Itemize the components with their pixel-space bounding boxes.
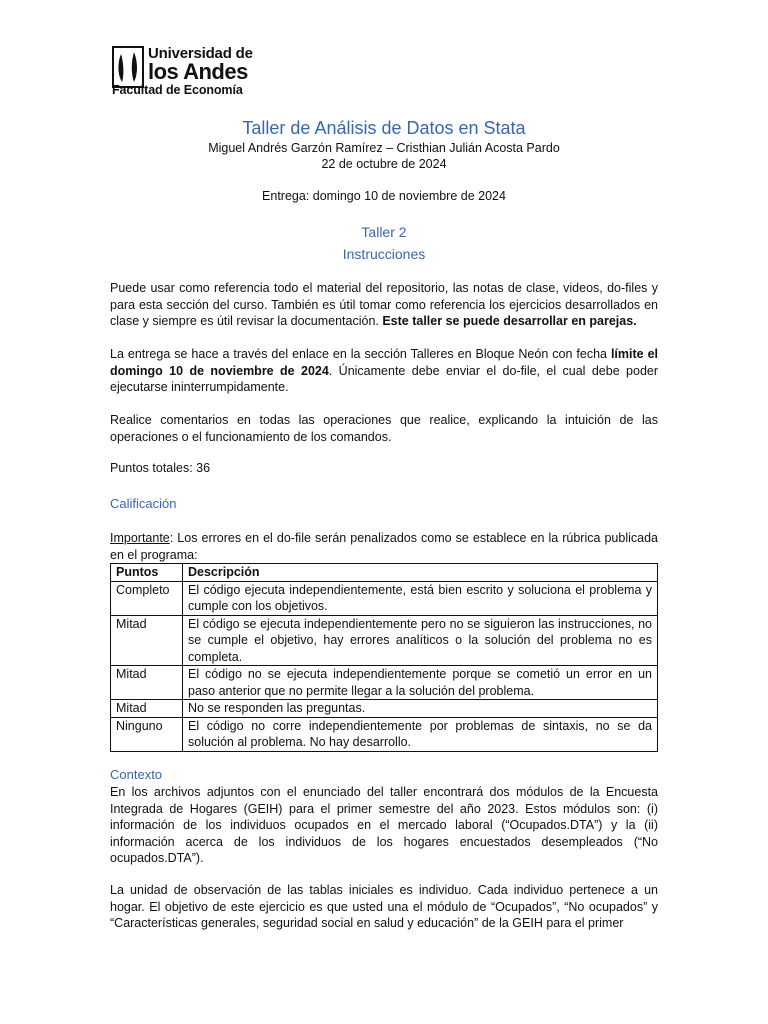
delivery-tail: . Únicamente debe enviar el do-file, el cual debe poder ejecutarse ininterrumpidamente.: [110, 363, 659, 394]
logo-line-3: Facultad de Economía: [112, 83, 243, 97]
section-heading-instructions: Instrucciones: [342, 246, 426, 262]
section-heading-grading: Calificación: [110, 496, 177, 511]
table-row: [111, 581, 658, 615]
description-cell: El código se ejecuta independientemente pero no se siguieron las instrucciones, no se cumple el objetivo, hay errores analíticos o la solución del problema no es completa.: [183, 615, 658, 666]
total-points: Puntos totales: 36: [110, 461, 211, 475]
intro-paragraph-2: [110, 346, 658, 396]
logo-line-1: Universidad de: [148, 45, 253, 62]
points-cell: Completo: [111, 581, 183, 615]
university-logo: [112, 46, 253, 97]
column-header-description: Descripción: [183, 564, 658, 582]
document-title: Taller de Análisis de Datos en Stata: [242, 118, 526, 138]
section-heading-context: Contexto: [110, 767, 163, 782]
assignment-subtitle: Taller 2: [361, 224, 407, 240]
points-cell: Mitad: [111, 700, 183, 718]
delivery-text: La entrega se hace a través del enlace en la sección Talleres en Bloque Neón con fecha: [110, 347, 611, 361]
intro-bold-note: Este taller se puede desarrollar en parejas.: [382, 314, 637, 328]
deadline-bold: límite el domingo 10 de noviembre de 2024: [110, 347, 658, 378]
important-label: Importante: [110, 531, 170, 545]
table-row: [111, 666, 658, 700]
authors: Miguel Andrés Garzón Ramírez – Cristhian Julián Acosta Pardo: [208, 141, 560, 155]
table-row: [111, 700, 658, 718]
column-header-points: Puntos: [111, 564, 183, 582]
context-paragraph-1: En los archivos adjuntos con el enunciado del taller encontrará dos módulos de la Encuesta Integrada de Hogares (GEIH) para el primer semestre del año 2023. Estos módulos son: (i) información de los individuos ocupados en el mercado laboral (“Ocupados.DTA”) y la (ii) información acerca de los individuos de los hogares encuestados desempleados (“No ocupados.DTA”).: [110, 785, 658, 865]
intro-paragraph-3: Realice comentarios en todas las operaciones que realice, explicando la intuición de las operaciones o el funcionamiento de los comandos.: [110, 413, 658, 444]
description-cell: No se responden las preguntas.: [183, 700, 658, 718]
grading-rubric-table: [110, 563, 658, 752]
description-cell: El código ejecuta independientemente, está bien escrito y soluciona el problema y cumple con los objetivos.: [183, 581, 658, 615]
table-header-row: [111, 564, 658, 582]
description-cell: El código no corre independientemente por problemas de sintaxis, no se da solución al problema. No hay desarrollo.: [183, 717, 658, 751]
logo-line-2: los Andes: [148, 59, 248, 84]
table-row: [111, 615, 658, 666]
points-cell: Mitad: [111, 666, 183, 700]
document-date: 22 de octubre de 2024: [321, 157, 447, 171]
intro-paragraph-1: [110, 280, 658, 330]
intro-text: Puede usar como referencia todo el material del repositorio, las notas de clase, videos, do-files y para esta sección del curso. También es útil tomar como referencia los ejercicios desarrollados en clase y siempre es útil revisar la documentación.: [110, 281, 658, 328]
logo-text: [112, 45, 253, 97]
university-seal-icon: [112, 46, 144, 88]
context-paragraph-2: La unidad de observación de las tablas iniciales es individuo. Cada individuo pertenece a un hogar. El objetivo de este ejercicio es que usted una el módulo de “Ocupados”, “No ocupados” y “Características generales, seguridad social en salud y educación” de la GEIH para el primer: [110, 883, 658, 930]
table-row: [111, 717, 658, 751]
points-cell: Mitad: [111, 615, 183, 666]
important-text: : Los errores en el do-file serán penalizados como se establece en la rúbrica publicada en el programa:: [110, 531, 658, 562]
points-cell: Ninguno: [111, 717, 183, 751]
important-note: [110, 530, 658, 563]
description-cell: El código no se ejecuta independientemente porque se cometió un error en un paso anterior que no permite llegar a la solución del problema.: [183, 666, 658, 700]
delivery-date: Entrega: domingo 10 de noviembre de 2024: [262, 189, 506, 203]
